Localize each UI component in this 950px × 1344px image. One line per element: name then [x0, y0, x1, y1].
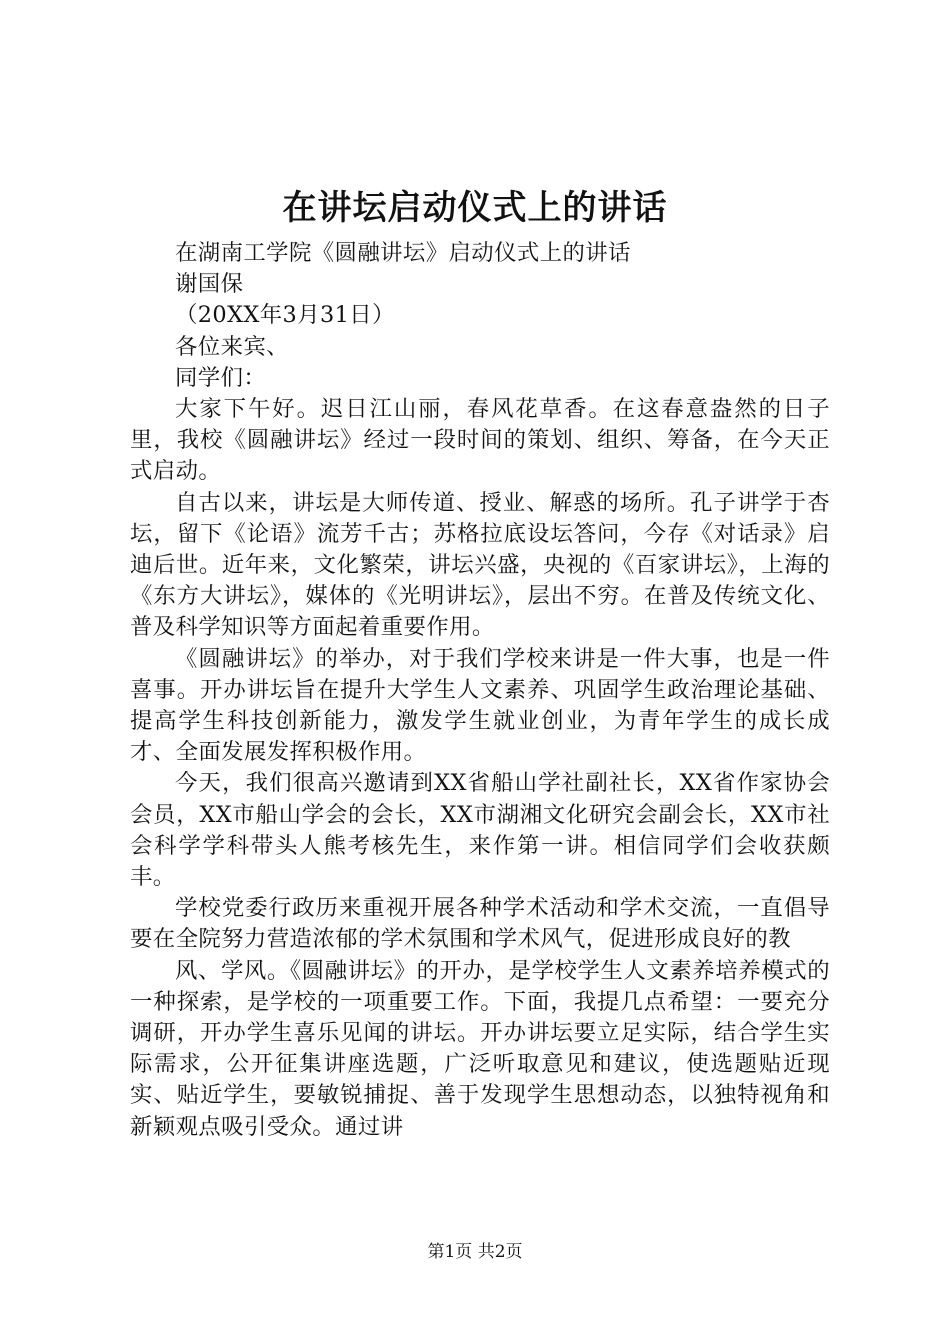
- document-body: [130, 238, 830, 1143]
- salutation-line: 同学们：: [175, 364, 267, 391]
- subtitle-line: 在湖南工学院《圆融讲坛》启动仪式上的讲话: [175, 240, 631, 266]
- salutation-line: 各位来宾、: [175, 333, 289, 360]
- paragraph: 《圆融讲坛》的举办，对于我们学校来讲是一件大事，也是一件喜事。开办讲坛旨在提升大学生人文素养、巩固学生政治理论基础、提高学生科技创新能力，激发学生就业创业，为青年学生的成长成才、全面发展发挥积极作用。: [130, 645, 830, 766]
- paragraph: 风、学风。《圆融讲坛》的开办，是学校学生人文素养培养模式的一种探索，是学校的一项重要工作。下面，我提几点希望：一要充分调研，开办学生喜乐见闻的讲坛。开办讲坛要立足实际，结合学生实际需求，公开征集讲座选题，广泛听取意见和建议，使选题贴近现实、贴近学生，要敏锐捕捉、善于发现学生思想动态，以独特视角和新颖观点吸引受众。通过讲: [130, 957, 830, 1140]
- paragraph: 大家下午好。迟日江山丽，春风花草香。在这春意盎然的日子里，我校《圆融讲坛》经过一段时间的策划、组织、筹备，在今天正式启动。: [130, 396, 830, 485]
- author-line: 谢国保: [175, 271, 244, 298]
- paragraph: 自古以来，讲坛是大师传道、授业、解惑的场所。孔子讲学于杏坛，留下《论语》流芳千古；苏格拉底设坛答问，今存《对话录》启迪后世。近年来，文化繁荣，讲坛兴盛，央视的《百家讲坛》，上海的《东方大讲坛》，媒体的《光明讲坛》，层出不穷。在普及传统文化、普及科学知识等方面起着重要作用。: [130, 489, 830, 641]
- date-line: （20XX年3月31日）: [175, 302, 395, 329]
- paragraph: 今天，我们很高兴邀请到XX省船山学社副社长，XX省作家协会会员，XX市船山学会的会长，XX市湖湘文化研究会副会长，XX市社会科学学科带头人熊考核先生，来作第一讲。相信同学们会收获颇丰。: [130, 770, 830, 891]
- document-title: 在讲坛启动仪式上的讲话: [282, 188, 668, 228]
- page-indicator: 第1页 共2页: [427, 1242, 523, 1262]
- paragraph: 学校党委行政历来重视开展各种学术活动和学术交流，一直倡导要在全院努力营造浓郁的学术氛围和学术风气，促进形成良好的教: [130, 895, 830, 953]
